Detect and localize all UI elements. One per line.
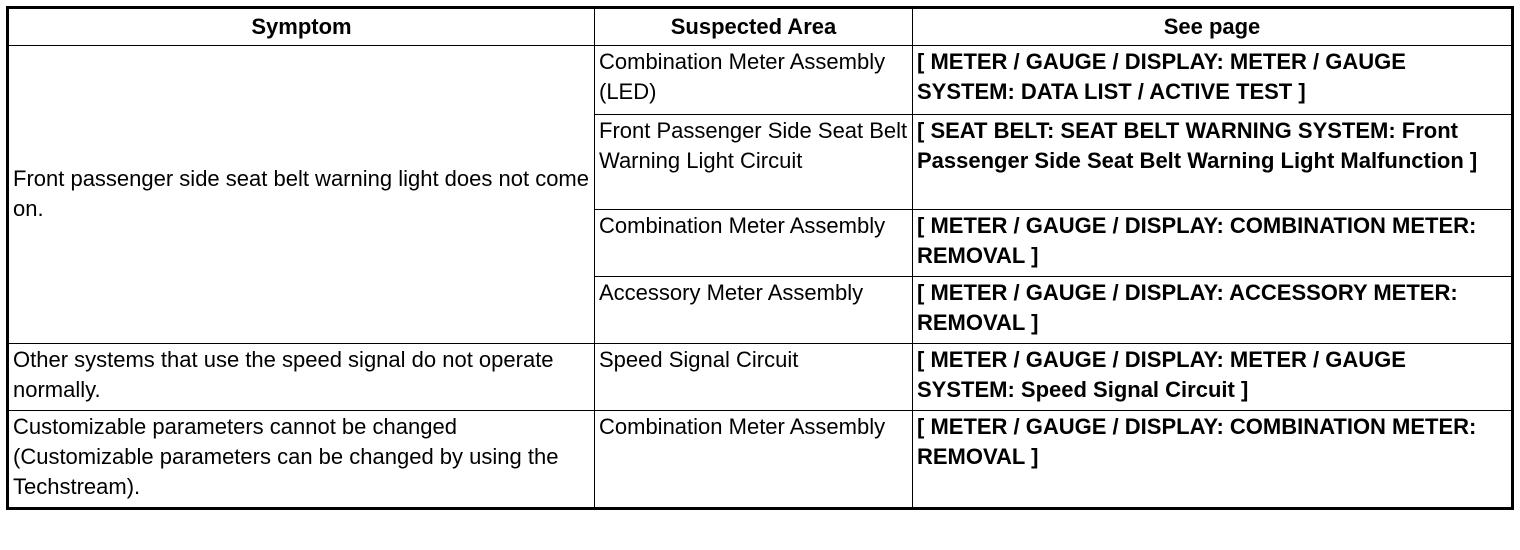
see-page-cell[interactable]: [ METER / GAUGE / DISPLAY: COMBINATION METER: REMOVAL ]	[913, 210, 1513, 277]
header-suspected-area: Suspected Area	[595, 8, 913, 46]
see-page-cell[interactable]: [ METER / GAUGE / DISPLAY: ACCESSORY METER: REMOVAL ]	[913, 277, 1513, 344]
symptom-cell: Other systems that use the speed signal do not operate normally.	[8, 344, 595, 411]
see-page-cell[interactable]: [ METER / GAUGE / DISPLAY: COMBINATION METER: REMOVAL ]	[913, 411, 1513, 509]
see-page-cell[interactable]: [ METER / GAUGE / DISPLAY: METER / GAUGE SYSTEM: DATA LIST / ACTIVE TEST ]	[913, 46, 1513, 115]
header-row	[8, 8, 1513, 46]
suspected-area-cell: Accessory Meter Assembly	[595, 277, 913, 344]
table-row	[8, 344, 1513, 411]
header-see-page: See page	[913, 8, 1513, 46]
header-symptom: Symptom	[8, 8, 595, 46]
symptom-table	[6, 6, 1514, 510]
table-row	[8, 46, 1513, 115]
table-row	[8, 411, 1513, 509]
suspected-area-cell: Combination Meter Assembly (LED)	[595, 46, 913, 115]
suspected-area-cell: Combination Meter Assembly	[595, 210, 913, 277]
suspected-area-cell: Front Passenger Side Seat Belt Warning Light Circuit	[595, 115, 913, 210]
see-page-cell[interactable]: [ METER / GAUGE / DISPLAY: METER / GAUGE SYSTEM: Speed Signal Circuit ]	[913, 344, 1513, 411]
suspected-area-cell: Speed Signal Circuit	[595, 344, 913, 411]
see-page-cell[interactable]: [ SEAT BELT: SEAT BELT WARNING SYSTEM: Front Passenger Side Seat Belt Warning Light Malfunction ]	[913, 115, 1513, 210]
symptom-cell: Customizable parameters cannot be changed (Customizable parameters can be changed by using the Techstream).	[8, 411, 595, 509]
suspected-area-cell: Combination Meter Assembly	[595, 411, 913, 509]
symptom-cell: Front passenger side seat belt warning light does not come on.	[8, 46, 595, 344]
